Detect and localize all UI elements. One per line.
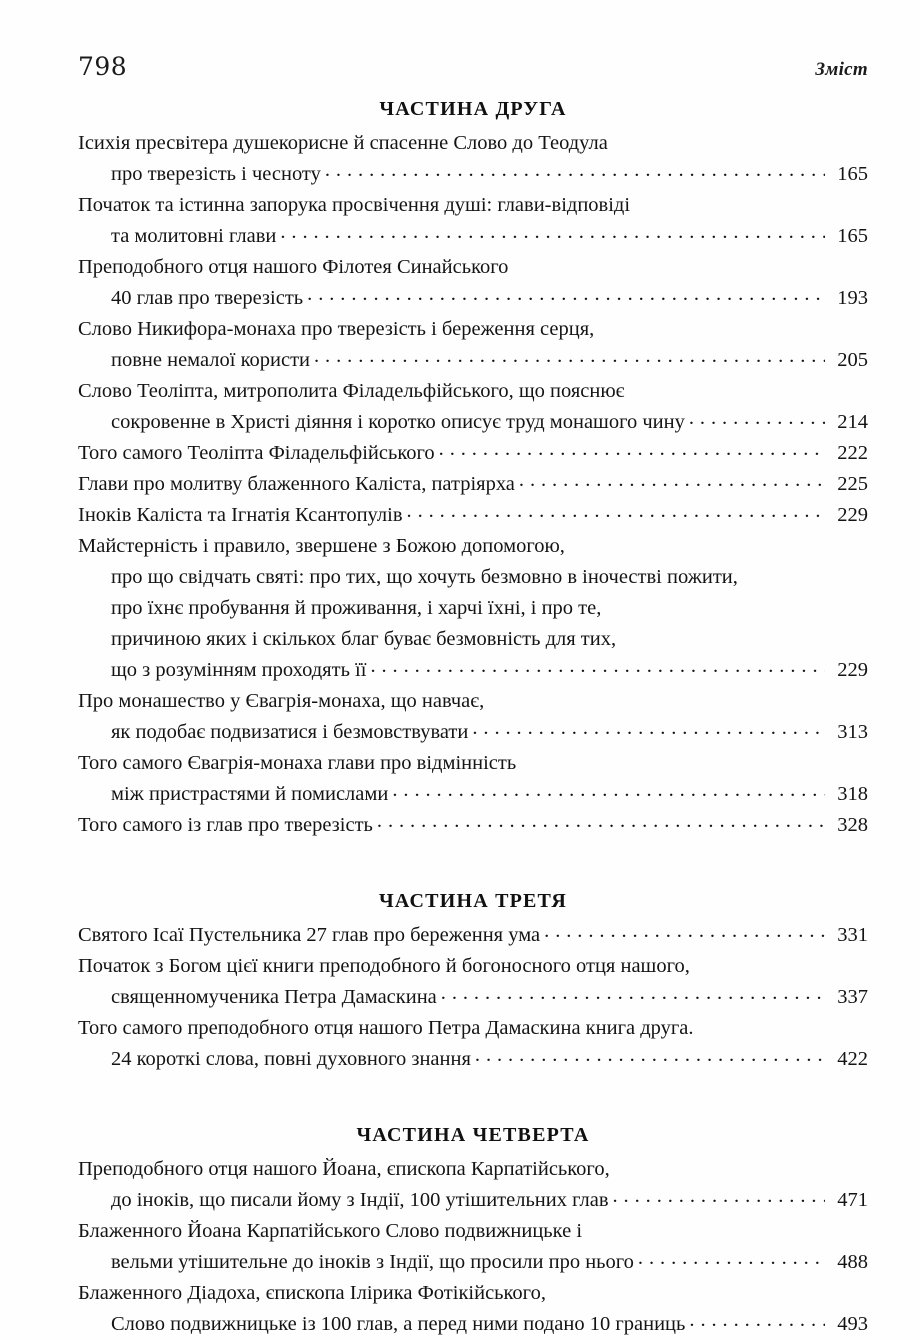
- toc-entry-last-line: [78, 345, 868, 376]
- toc-entry[interactable]: [78, 1278, 868, 1340]
- toc-entry-page-number: 165: [837, 163, 868, 185]
- toc-entry-page-number: 193: [837, 287, 868, 309]
- toc-entry-page-number: 313: [837, 721, 868, 743]
- toc-entry[interactable]: [78, 1154, 868, 1216]
- toc-entry[interactable]: [78, 252, 868, 314]
- part-entries: [78, 128, 868, 841]
- toc-entry-title: сокровенне в Христі діяння і коротко описує труд монашого чину: [111, 411, 685, 433]
- running-head-title: Зміст: [815, 59, 868, 80]
- toc-entry-page-number: 229: [837, 659, 868, 681]
- toc-entry-title: як подобає подвизатися і безмовствувати: [111, 721, 469, 743]
- toc-entry-title: 40 глав про тверезість: [111, 287, 304, 309]
- toc-entry[interactable]: [78, 686, 868, 748]
- toc-entry-title: що з розумінням проходять її: [111, 659, 367, 681]
- dot-leader: [613, 1186, 826, 1207]
- toc-entry-last-line: [78, 1185, 868, 1216]
- toc-entry[interactable]: [78, 469, 868, 500]
- toc-entry-last-line: [78, 283, 868, 314]
- part-entries: [78, 920, 868, 1075]
- dot-leader: [370, 656, 825, 677]
- toc-entry-title: Іноків Каліста та Ігнатія Ксантопулів: [78, 504, 403, 526]
- toc-entry[interactable]: [78, 748, 868, 810]
- toc-entry-line: про що свідчать святі: про тих, що хочуть безмовно в іночестві пожити,: [111, 566, 738, 588]
- toc-entry-title: Глави про молитву блаженного Каліста, патріярха: [78, 473, 515, 495]
- dot-leader: [407, 501, 825, 522]
- dot-leader: [441, 983, 825, 1004]
- toc-entry-title: Святого Ісаї Пустельника 27 глав про береження ума: [78, 924, 541, 946]
- toc-entry-line: Майстерність і правило, звершене з Божою допомогою,: [78, 535, 565, 557]
- toc-entry-last-line: [78, 469, 868, 500]
- dot-leader: [314, 346, 825, 367]
- toc-entry-last-line: [78, 920, 868, 951]
- dot-leader: [280, 222, 825, 243]
- toc-entry-last-line: [78, 717, 868, 748]
- table-of-contents: [78, 96, 868, 1340]
- dot-leader: [325, 160, 825, 181]
- dot-leader: [439, 439, 825, 460]
- toc-entry-page-number: 493: [837, 1313, 868, 1335]
- toc-entry-line: Преподобного отця нашого Філотея Синайського: [78, 256, 509, 278]
- dot-leader: [392, 780, 825, 801]
- toc-entry-title: 24 короткі слова, повні духовного знання: [111, 1048, 471, 1070]
- toc-entry[interactable]: [78, 1013, 868, 1075]
- toc-entry-page-number: 214: [837, 411, 868, 433]
- toc-entry[interactable]: [78, 376, 868, 438]
- dot-leader: [377, 811, 825, 832]
- toc-entry-line: про їхнє пробування й проживання, і харчі їхні, і про те,: [111, 597, 602, 619]
- toc-entry-page-number: 488: [837, 1251, 868, 1273]
- dot-leader: [638, 1248, 825, 1269]
- toc-entry-line: Того самого преподобного отця нашого Петра Дамаскина книга друга.: [78, 1017, 694, 1039]
- toc-entry[interactable]: [78, 438, 868, 469]
- toc-entry-line: Про монашество у Євагрія-монаха, що навчає,: [78, 690, 485, 712]
- toc-entry-page-number: 331: [837, 924, 868, 946]
- toc-entry-last-line: [78, 500, 868, 531]
- dot-leader: [544, 921, 825, 942]
- toc-entry-last-line: [78, 159, 868, 190]
- running-head: [78, 52, 868, 86]
- part-heading: ЧАСТИНА ЧЕТВЕРТА: [356, 1124, 590, 1146]
- dot-leader: [475, 1045, 825, 1066]
- toc-entry-line: Блаженного Йоана Карпатійського Слово подвижницьке і: [78, 1220, 583, 1242]
- toc-entry-title: Слово подвижницьке із 100 глав, а перед ними подано 10 границь: [111, 1313, 686, 1335]
- toc-entry-line: Слово Теоліпта, митрополита Філадельфійського, що пояснює: [78, 380, 625, 402]
- toc-entry[interactable]: [78, 128, 868, 190]
- toc-entry-line: Початок з Богом цієї книги преподобного й богоносного отця нашого,: [78, 955, 690, 977]
- toc-entry-last-line: [78, 810, 868, 841]
- dot-leader: [472, 718, 825, 739]
- toc-entry-last-line: [78, 982, 868, 1013]
- dot-leader: [519, 470, 825, 491]
- toc-entry-page-number: 229: [837, 504, 868, 526]
- toc-entry-page-number: 165: [837, 225, 868, 247]
- dot-leader: [689, 1310, 825, 1331]
- toc-entry-line: Того самого Євагрія-монаха глави про відмінність: [78, 752, 517, 774]
- dot-leader: [689, 408, 825, 429]
- toc-entry-last-line: [78, 221, 868, 252]
- toc-entry-last-line: [78, 1309, 868, 1340]
- toc-entry-page-number: 422: [837, 1048, 868, 1070]
- toc-entry[interactable]: [78, 810, 868, 841]
- page-number: 798: [78, 52, 128, 81]
- toc-entry-line: Преподобного отця нашого Йоана, єпископа Карпатійського,: [78, 1158, 610, 1180]
- dot-leader: [307, 284, 825, 305]
- toc-entry-title: Того самого із глав про тверезість: [78, 814, 373, 836]
- toc-entry-line: Слово Никифора-монаха про тверезість і береження серця,: [78, 318, 595, 340]
- toc-entry-last-line: [78, 407, 868, 438]
- toc-entry-page-number: 222: [837, 442, 868, 464]
- toc-entry[interactable]: [78, 190, 868, 252]
- toc-entry-page-number: 225: [837, 473, 868, 495]
- toc-entry-title: до іноків, що писали йому з Індії, 100 утішительних глав: [111, 1189, 609, 1211]
- toc-entry-page-number: 328: [837, 814, 868, 836]
- toc-entry-page-number: 337: [837, 986, 868, 1008]
- toc-entry-line: Ісихія пресвітера душекорисне й спасенне Слово до Теодула: [78, 132, 608, 154]
- toc-entry[interactable]: [78, 1216, 868, 1278]
- toc-entry-line: Блаженного Діадоха, єпископа Ілірика Фотікійського,: [78, 1282, 546, 1304]
- toc-entry[interactable]: [78, 500, 868, 531]
- toc-entry-title: Того самого Теоліпта Філадельфійського: [78, 442, 435, 464]
- part-heading: ЧАСТИНА ТРЕТЯ: [379, 890, 567, 912]
- toc-entry-title: та молитовні глави: [111, 225, 277, 247]
- toc-entry-last-line: [78, 1247, 868, 1278]
- toc-entry-title: вельми утішительне до іноків з Індії, що просили про нього: [111, 1251, 634, 1273]
- toc-entry-last-line: [78, 655, 868, 686]
- part-heading: ЧАСТИНА ДРУГА: [379, 98, 567, 120]
- toc-entry[interactable]: [78, 531, 868, 686]
- toc-entry-line: причиною яких і скількох благ буває безмовність для тих,: [111, 628, 617, 650]
- toc-entry-title: про тверезість і чесноту: [111, 163, 321, 185]
- part-entries: [78, 1154, 868, 1340]
- toc-entry-last-line: [78, 779, 868, 810]
- toc-entry-page-number: 318: [837, 783, 868, 805]
- toc-entry-last-line: [78, 438, 868, 469]
- toc-entry[interactable]: [78, 314, 868, 376]
- toc-entry-title: повне немалої користи: [111, 349, 310, 371]
- toc-entry-title: священномученика Петра Дамаскина: [111, 986, 437, 1008]
- toc-entry-page-number: 471: [837, 1189, 868, 1211]
- toc-entry-line: Початок та істинна запорука просвічення душі: глави-відповіді: [78, 194, 631, 216]
- toc-entry-last-line: [78, 1044, 868, 1075]
- toc-entry-title: між пристрастями й помислами: [111, 783, 389, 805]
- toc-entry[interactable]: [78, 951, 868, 1013]
- toc-entry-page-number: 205: [837, 349, 868, 371]
- toc-entry[interactable]: [78, 920, 868, 951]
